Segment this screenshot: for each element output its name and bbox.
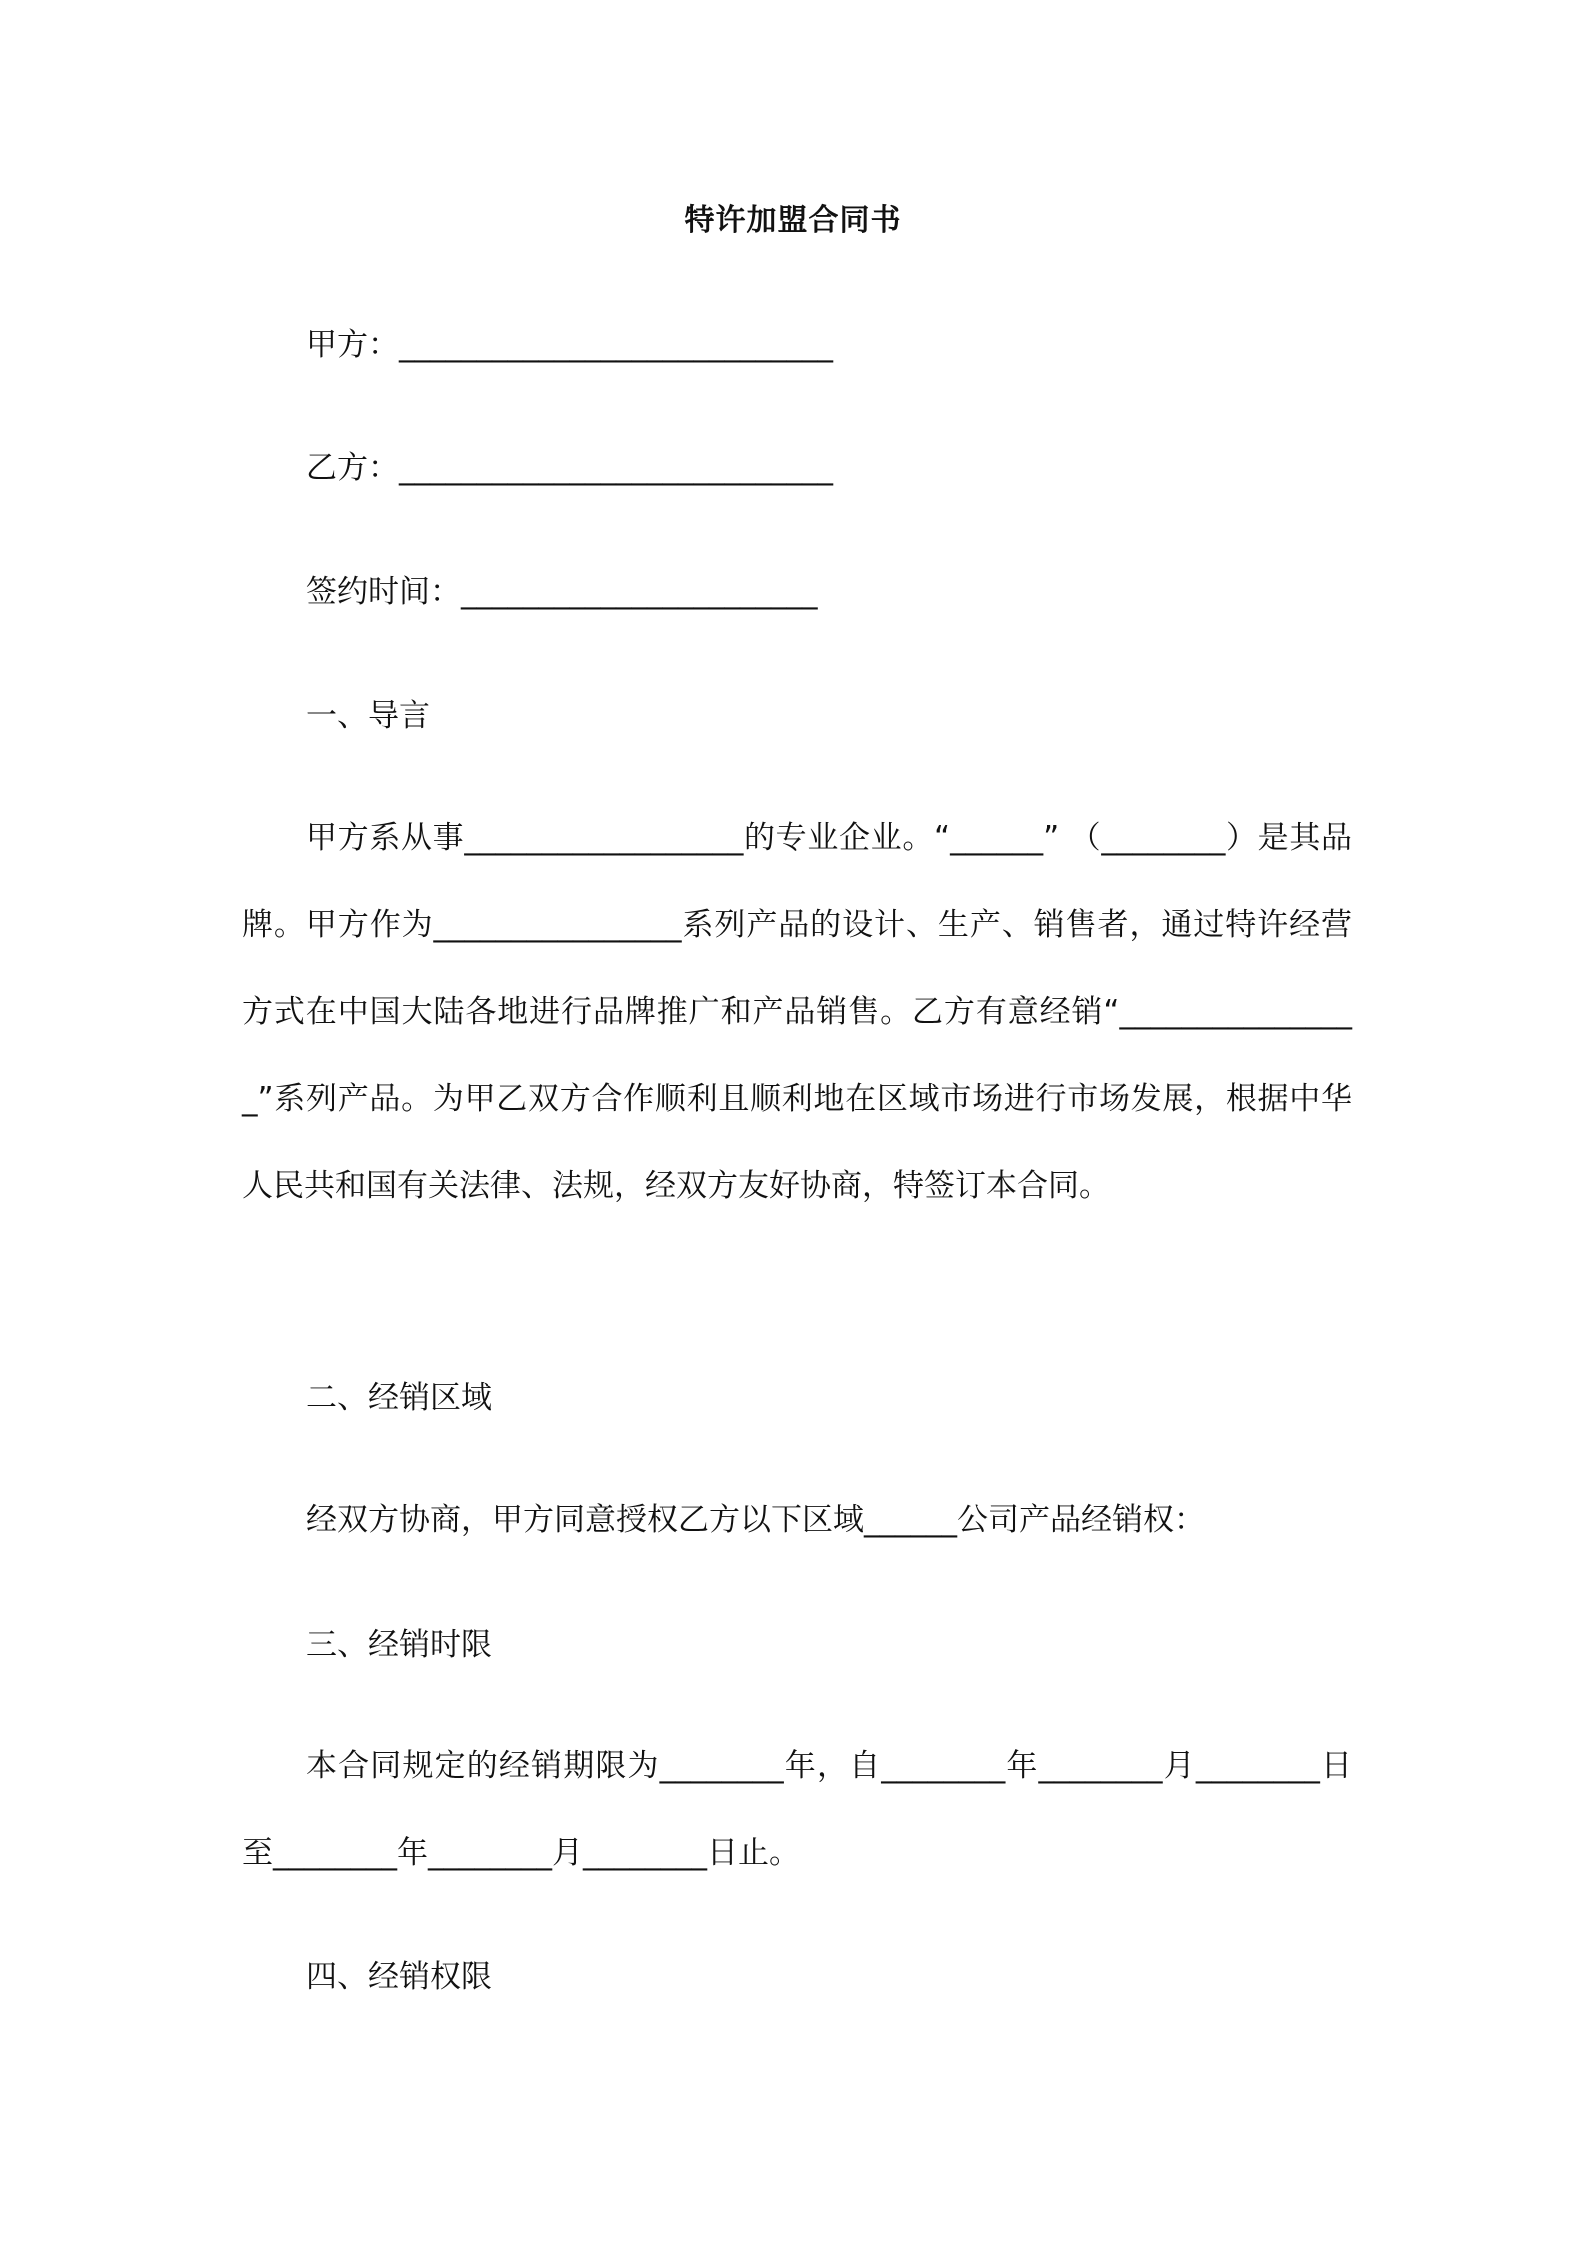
party-a-line: 甲方：____________________________ xyxy=(306,327,833,363)
party-b-line: 乙方：____________________________ xyxy=(306,450,833,486)
section-paragraph-region: 经双方协商，甲方同意授权乙方以下区域______公司产品经销权： xyxy=(306,1502,1205,1538)
section-heading-region: 二、经销区域 xyxy=(306,1380,492,1416)
section-paragraph-intro: 甲方系从事__________________的专业企业。“______” （________）是其品牌。甲方作为________________系列产品的设计、生产、销售者，通过特许经营方式在中国大陆各地进行品牌推广和产品销售。乙方有意经销“________________”系列产品。为甲乙双方合作顺利且顺利地在区域市场进行市场发展，根据中华人民共和国有关法律、法规，经双方友好协商，特签订本合同。 xyxy=(242,820,1352,1204)
sign-time-line: 签约时间：_______________________ xyxy=(306,574,818,610)
section-heading-intro: 一、导言 xyxy=(306,698,430,734)
document-title: 特许加盟合同书 xyxy=(684,203,902,238)
section-paragraph-term: 本合同规定的经销期限为________年，自________年________月________日至________年________月________日止。 xyxy=(242,1748,1352,1871)
section-heading-term: 三、经销时限 xyxy=(306,1627,492,1663)
section-heading-authority: 四、经销权限 xyxy=(306,1959,492,1995)
